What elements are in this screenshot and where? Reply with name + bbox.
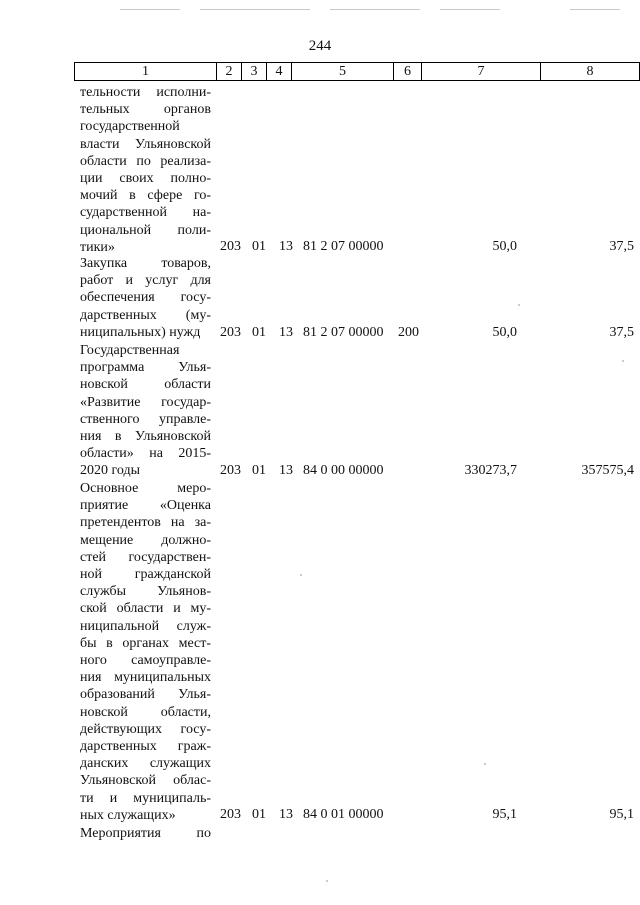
scan-speck <box>484 763 486 765</box>
description-line: ственного управле- <box>80 411 211 427</box>
col-header-8: 8 <box>541 63 640 81</box>
description-line: обеспечения госу- <box>80 290 211 306</box>
description-line: работ и услуг для <box>80 273 211 289</box>
description-line: ниципальных) нужд <box>80 324 201 340</box>
description-line: стей государствен- <box>80 549 211 565</box>
row-amount-col8: 37,5 <box>609 325 634 340</box>
row-description <box>80 84 211 256</box>
row-admin-code: 203 <box>220 325 241 340</box>
description-line: ской области и му- <box>80 601 211 617</box>
description-line: Ульяновской облас- <box>80 773 211 789</box>
scan-artifact <box>200 9 310 10</box>
description-line: области по реализа- <box>80 153 211 169</box>
row-admin-code: 203 <box>220 807 241 822</box>
row-admin-code: 203 <box>220 463 241 478</box>
description-line: «Развитие государ- <box>80 394 211 410</box>
scan-speck <box>622 360 624 362</box>
scan-artifact <box>440 9 500 10</box>
description-line: ния в Ульяновской <box>80 429 211 445</box>
description-line: ных служащих» <box>80 807 176 823</box>
scan-artifact <box>570 9 620 10</box>
description-line: Основное меро- <box>80 481 211 496</box>
row-amount-col7: 50,0 <box>492 325 517 340</box>
row-section-code: 01 <box>252 325 266 340</box>
row-amount-col8: 95,1 <box>609 807 634 822</box>
description-line: ти и муниципаль- <box>80 790 211 806</box>
description-line: тельных органов <box>80 102 211 118</box>
description-line: Закупка товаров, <box>80 256 211 271</box>
row-target-article: 84 0 01 00000 <box>303 807 384 822</box>
row-admin-code: 203 <box>220 239 241 254</box>
row-description <box>80 255 211 341</box>
row-section-code: 01 <box>252 239 266 254</box>
description-line: службы Ульянов- <box>80 584 211 600</box>
row-subsection-code: 13 <box>279 807 293 822</box>
description-line: ции своих полно- <box>80 171 211 187</box>
description-line: ния муниципальных <box>80 670 211 686</box>
description-line: образований Улья- <box>80 687 211 703</box>
col-header-2: 2 <box>217 63 242 81</box>
col-header-1: 1 <box>75 63 217 81</box>
description-line: ниципальной служ- <box>80 618 211 634</box>
row-description <box>80 825 211 842</box>
row-description <box>80 480 211 824</box>
column-header-row <box>74 62 640 81</box>
description-line: мещение должно- <box>80 532 211 548</box>
row-amount-col7: 95,1 <box>492 807 517 822</box>
row-amount-col7: 50,0 <box>492 239 517 254</box>
description-line: новской области, <box>80 704 211 720</box>
description-line: дарственных (му- <box>80 307 211 323</box>
row-target-article: 84 0 00 00000 <box>303 463 384 478</box>
row-subsection-code: 13 <box>279 239 293 254</box>
scan-speck <box>300 574 302 576</box>
description-line: дарственных граж- <box>80 739 211 755</box>
row-section-code: 01 <box>252 463 266 478</box>
description-line: ной гражданской <box>80 567 211 583</box>
description-line: данских служащих <box>80 756 211 772</box>
row-subsection-code: 13 <box>279 325 293 340</box>
scan-speck <box>326 880 328 882</box>
description-line: приятие «Оценка <box>80 498 211 514</box>
row-target-article: 81 2 07 00000 <box>303 239 384 254</box>
col-header-7: 7 <box>422 63 541 81</box>
description-line: ного самоуправле- <box>80 653 211 669</box>
description-line: сударственной на- <box>80 205 211 221</box>
description-line: бы в органах мест- <box>80 635 211 651</box>
description-line: новской области <box>80 377 211 393</box>
row-subsection-code: 13 <box>279 463 293 478</box>
col-header-4: 4 <box>267 63 292 81</box>
row-description <box>80 342 211 480</box>
col-header-6: 6 <box>394 63 422 81</box>
description-line: претендентов на за- <box>80 515 211 531</box>
description-line: мочий в сфере го- <box>80 188 211 204</box>
description-line: области» на 2015- <box>80 446 211 462</box>
description-line: тики» <box>80 239 115 255</box>
row-amount-col8: 37,5 <box>609 239 634 254</box>
description-line: программа Улья- <box>80 360 211 376</box>
description-line: тельности исполни- <box>80 85 211 100</box>
description-line: действующих госу- <box>80 721 211 737</box>
description-line: государственной <box>80 119 180 135</box>
description-line: Государственная <box>80 343 180 358</box>
scan-artifact <box>120 9 180 10</box>
row-section-code: 01 <box>252 807 266 822</box>
description-line: 2020 годы <box>80 463 141 479</box>
page-number: 244 <box>308 38 332 54</box>
scan-speck <box>518 304 520 306</box>
row-amount-col7: 330273,7 <box>464 463 517 478</box>
row-amount-col8: 357575,4 <box>581 463 634 478</box>
col-header-5: 5 <box>292 63 394 81</box>
scan-artifact <box>330 9 420 10</box>
description-line: циональной поли- <box>80 222 211 238</box>
row-target-article: 81 2 07 00000 <box>303 325 384 340</box>
description-line: власти Ульяновской <box>80 136 211 152</box>
col-header-3: 3 <box>242 63 267 81</box>
description-line: Мероприятия по <box>80 826 211 841</box>
row-expense-type: 200 <box>398 325 419 340</box>
